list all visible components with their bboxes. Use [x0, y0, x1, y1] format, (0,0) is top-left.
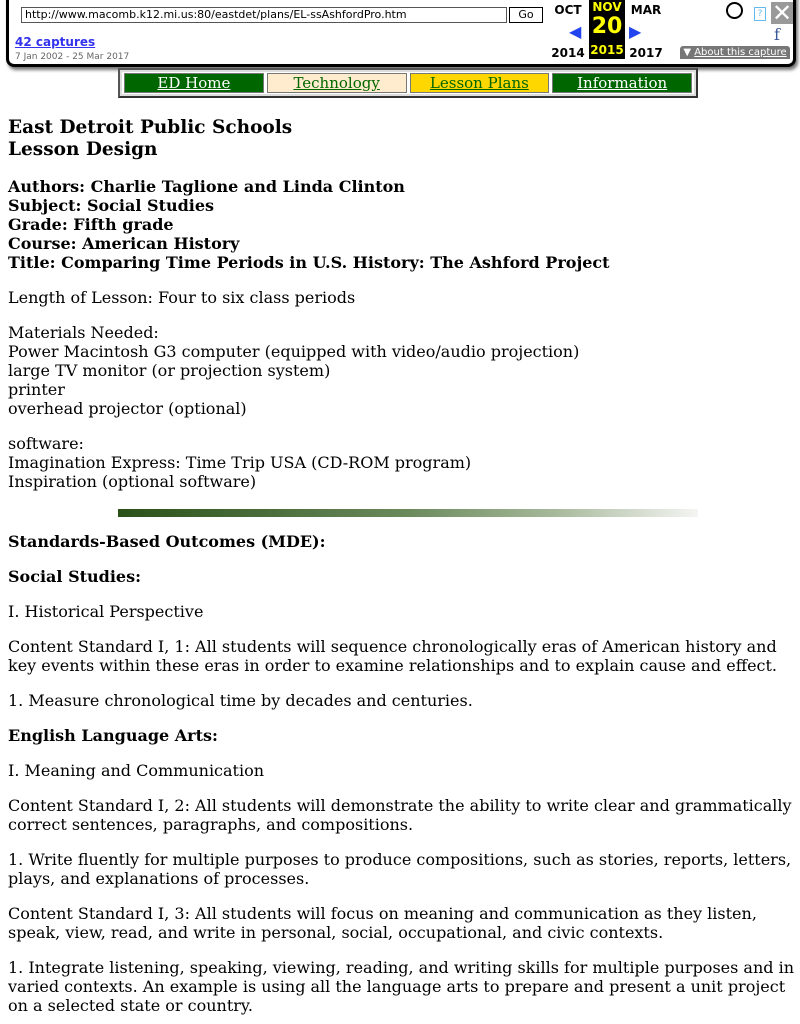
nav-information[interactable]: Information — [552, 73, 692, 93]
wayback-url-input[interactable]: http://www.macomb.k12.mi.us:80/eastdet/plans/EL-ssAshfordPro.htm — [21, 7, 507, 23]
ss-standard-line: Content Standard I, 1: All students will sequence chronologically eras of American history and — [8, 637, 777, 656]
software-item: Inspiration (optional software) — [8, 472, 257, 491]
facebook-icon[interactable]: f — [774, 25, 780, 44]
materials-heading: Materials Needed: — [8, 323, 159, 342]
authors: Authors: Charlie Taglione and Linda Clinton — [8, 177, 405, 196]
help-icon[interactable]: ? — [754, 7, 766, 21]
next-month-label: MAR — [630, 3, 662, 17]
ela-benchmark-3 — [8, 958, 798, 1015]
triangle-down-icon: ▼ — [683, 47, 692, 58]
standards-section — [8, 532, 798, 1015]
lesson-design-heading: Lesson Design — [8, 139, 158, 160]
ela-standard-2 — [8, 796, 798, 834]
ss-standard-line: key events within these eras in order to examine relationships and to explain cause and effect. — [8, 656, 778, 675]
materials-section — [8, 323, 798, 418]
lesson-length-text: Length of Lesson: Four to six class periods — [8, 288, 356, 307]
material-item: overhead projector (optional) — [8, 399, 247, 418]
course: Course: American History — [8, 234, 240, 253]
current-month-label: NOV — [592, 0, 622, 14]
current-day-label: 20 — [591, 14, 623, 39]
ela-benchmark-line: on a selected state or country. — [8, 996, 253, 1015]
ela-standard-line: correct sentences, paragraphs, and compositions. — [8, 815, 414, 834]
ela-heading — [8, 726, 798, 745]
ela-strand — [8, 761, 798, 780]
ela-benchmark-line: 1. Integrate listening, speaking, viewing, reading, and writing skills for multiple purposes and in — [8, 958, 795, 977]
nav-ed-home[interactable]: ED Home — [124, 73, 264, 93]
capture-date-range: 7 Jan 2002 - 25 Mar 2017 — [15, 52, 130, 62]
ela-standard-line: Content Standard I, 3: All students will focus on meaning and communication as they listen, — [8, 904, 757, 923]
next-year-label[interactable]: 2017 — [629, 46, 663, 60]
ela-benchmark-line: 1. Write fluently for multiple purposes to produce compositions, such as stories, reports, letters, — [8, 850, 792, 869]
software-section — [8, 434, 798, 491]
current-year-label: 2015 — [590, 43, 624, 57]
prev-capture-arrow-icon[interactable]: ◀ — [569, 22, 582, 41]
about-capture-label: About this capture — [694, 47, 787, 58]
site-nav — [118, 68, 698, 98]
ela-benchmark-line: varied contexts. An example is using all the language arts to prepare and present a unit project — [8, 977, 786, 996]
prev-capture-month[interactable] — [550, 3, 586, 60]
social-studies-heading — [8, 567, 798, 586]
ela-standard-line: speak, view, read, and write in personal, social, occupational, and civic contexts. — [8, 923, 664, 942]
ss-strand-text: I. Historical Perspective — [8, 602, 204, 621]
standards-heading-text: Standards-Based Outcomes (MDE): — [8, 532, 326, 551]
ela-strand-text: I. Meaning and Communication — [8, 761, 265, 780]
ela-benchmark-2 — [8, 850, 798, 888]
next-capture-month[interactable] — [628, 3, 664, 60]
about-capture-button[interactable] — [680, 46, 790, 59]
social-studies-heading-text: Social Studies: — [8, 567, 141, 586]
prev-year-label[interactable]: 2014 — [551, 46, 585, 60]
ss-benchmark-text: 1. Measure chronological time by decades and centuries. — [8, 691, 473, 710]
nav-technology[interactable]: Technology — [267, 73, 407, 93]
lesson-content — [8, 117, 798, 491]
next-capture-arrow-icon[interactable]: ▶ — [629, 22, 642, 41]
captures-link[interactable]: 42 captures — [15, 35, 96, 49]
software-item: Imagination Express: Time Trip USA (CD-ROM program) — [8, 453, 472, 472]
ela-standard-3 — [8, 904, 798, 942]
lesson-length — [8, 288, 798, 307]
wayback-toolbar — [6, 0, 796, 67]
gradient-divider — [118, 509, 698, 517]
subject: Subject: Social Studies — [8, 196, 215, 215]
material-item: printer — [8, 380, 65, 399]
standards-heading — [8, 532, 798, 551]
ela-heading-text: English Language Arts: — [8, 726, 218, 745]
lesson-meta — [8, 177, 798, 272]
go-button[interactable]: Go — [509, 7, 543, 23]
ss-strand — [8, 602, 798, 621]
current-capture-date — [589, 0, 625, 59]
ss-standard — [8, 637, 798, 675]
close-icon[interactable]: ✕ — [771, 0, 793, 27]
ela-benchmark-line: plays, and explanations of processes. — [8, 869, 310, 888]
material-item: Power Macintosh G3 computer (equipped with video/audio projection) — [8, 342, 580, 361]
lesson-title: Title: Comparing Time Periods in U.S. History: The Ashford Project — [8, 253, 610, 272]
ela-standard-line: Content Standard I, 2: All students will demonstrate the ability to write clear and grammatically — [8, 796, 792, 815]
material-item: large TV monitor (or projection system) — [8, 361, 331, 380]
ss-benchmark — [8, 691, 798, 710]
software-heading: software: — [8, 434, 84, 453]
school-name-heading: East Detroit Public Schools — [8, 117, 293, 138]
prev-month-label: OCT — [554, 3, 582, 17]
grade: Grade: Fifth grade — [8, 215, 174, 234]
nav-lesson-plans[interactable]: Lesson Plans — [410, 73, 550, 93]
loading-circle-icon — [726, 2, 743, 19]
